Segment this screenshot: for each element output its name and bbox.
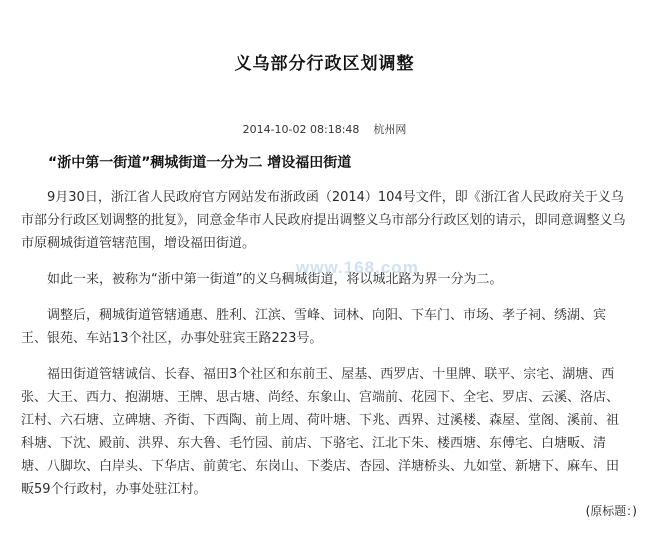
page-title: 义乌部分行政区划调整 [234,54,415,74]
publish-datetime: 2014-10-02 08:18:48 [242,123,360,136]
source-link[interactable]: 杭州网 [373,123,407,136]
article-body [21,186,631,514]
article-meta [0,121,649,137]
paragraph-2: 如此一来，被称为“浙中第一街道”的义乌稠城街道，将以城北路为界一分为二。 [47,272,503,287]
paragraph-4: 福田街道管辖诚信、长春、福田3个社区和东前王、屋基、西罗店、十里牌、联平、宗宅、湖塘、西张、大王、西力、抱湖塘、王牌、思古塘、尚经、东象山、宫端前、花园下、全宅、罗店、云溪、洛店、江村、六石塘、立碑塘、齐街、下西陶、前上周、荷叶塘、下兆、西界、过溪楼、森屋、堂阁、溪前、祖科塘、下沈、殿前、洪界、东大鲁、毛竹园、前店、下骆宅、江北下朱、楼西塘、东傅宅、白塘畈、清塘、八脚坎、白岸头、下华店、前黄宅、东岗山、下娄店、杏园、洋塘桥头、九如堂、新塘下、麻车、田畈59个行政村，办事处驻江村。 [21,367,620,497]
paragraph-1: 9月30日，浙江省人民政府官方网站发布浙政函（2014）104号文件，即《浙江省人民政府关于义乌市部分行政区划调整的批复》，同意金华市人民政府提出调整义乌市部分行政区划的请示，即同意调整义乌市原稠城街道管辖范围，增设福田街道。 [21,190,626,251]
paragraph-3: 调整后，稠城街道管辖通惠、胜利、江滨、雪峰、词林、向阳、下车门、市场、孝子祠、绣湖、宾王、银苑、车站13个社区，办事处驻宾王路223号。 [21,308,607,346]
article-subheading: “浙中第一街道”稠城街道一分为二 增设福田街道 [48,155,352,171]
watermark: www.168.com [296,258,419,277]
original-title-note: (原标题：) [585,504,637,518]
